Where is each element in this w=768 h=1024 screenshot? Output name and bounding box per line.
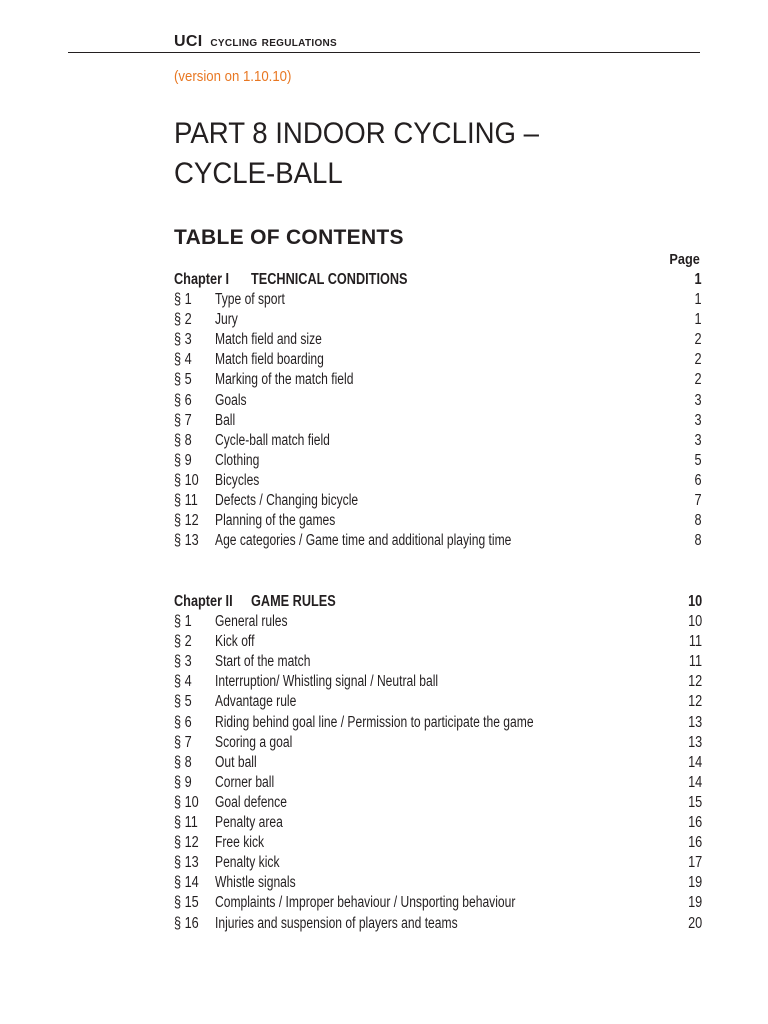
header-rule (68, 52, 700, 53)
section-number: § 7 (174, 411, 192, 429)
section-page: 8 (694, 532, 702, 550)
section-page: 5 (694, 451, 702, 469)
chapter-title: TECHNICAL CONDITIONS (251, 271, 408, 288)
part-title (174, 114, 652, 194)
section-title: Riding behind goal line / Permission to participate the game (215, 713, 534, 731)
toc-entry[interactable] (174, 431, 702, 451)
section-page: 1 (694, 291, 702, 309)
section-title: Advantage rule (215, 693, 297, 711)
toc-entry[interactable] (174, 411, 702, 431)
section-title: Defects / Changing bicycle (215, 492, 359, 510)
toc-entry[interactable] (174, 692, 702, 712)
section-number: § 6 (174, 391, 192, 409)
section-title: Clothing (215, 451, 260, 469)
section-number: § 14 (174, 874, 199, 892)
section-page: 14 (687, 773, 702, 791)
section-page: 12 (687, 673, 702, 691)
section-page: 3 (694, 411, 702, 429)
section-page: 2 (694, 351, 702, 369)
section-number: § 8 (174, 753, 192, 771)
toc-entry[interactable] (174, 310, 702, 330)
toc-entry[interactable] (174, 350, 702, 370)
section-number: § 1 (174, 291, 192, 309)
chapter-title: GAME RULES (251, 593, 336, 610)
chapter-page: 1 (694, 271, 702, 288)
section-number: § 10 (174, 471, 199, 489)
section-page: 12 (687, 693, 702, 711)
section-number: § 3 (174, 653, 192, 671)
section-title: Marking of the match field (215, 371, 354, 389)
section-page: 17 (687, 854, 702, 872)
toc-entry[interactable] (174, 511, 702, 531)
toc-entry[interactable] (174, 853, 702, 873)
section-number: § 9 (174, 773, 192, 791)
section-number: § 1 (174, 613, 192, 631)
toc-entry[interactable] (174, 833, 702, 853)
section-title: Age categories / Game time and additional playing time (215, 532, 512, 550)
section-title: Interruption/ Whistling signal / Neutral ball (215, 673, 439, 691)
toc-entry[interactable] (174, 290, 702, 310)
section-page: 16 (687, 814, 702, 832)
toc-entry[interactable] (174, 672, 702, 692)
section-page: 11 (688, 633, 702, 651)
toc-entry[interactable] (174, 471, 702, 491)
section-number: § 16 (174, 914, 199, 932)
toc-entry[interactable] (174, 391, 702, 411)
section-number: § 13 (174, 532, 199, 550)
section-page: 20 (687, 914, 702, 932)
toc-entry[interactable] (174, 370, 702, 390)
section-page: 15 (687, 793, 702, 811)
section-title: Cycle-ball match field (215, 431, 330, 449)
section-number: § 3 (174, 331, 192, 349)
chapter-heading-row[interactable] (174, 592, 702, 612)
section-number: § 5 (174, 693, 192, 711)
section-title: General rules (215, 613, 288, 631)
section-number: § 4 (174, 351, 192, 369)
section-page: 16 (687, 834, 702, 852)
section-number: § 8 (174, 431, 192, 449)
section-page: 3 (694, 391, 702, 409)
section-page: 3 (694, 431, 702, 449)
section-page: 1 (694, 311, 702, 329)
section-title: Scoring a goal (215, 733, 293, 751)
toc-entry[interactable] (174, 713, 702, 733)
toc-entry[interactable] (174, 632, 702, 652)
section-title: Penalty kick (215, 854, 280, 872)
section-title: Type of sport (215, 291, 285, 309)
section-number: § 7 (174, 733, 192, 751)
section-page: 6 (694, 471, 702, 489)
running-head (174, 33, 337, 51)
toc-entry[interactable] (174, 652, 702, 672)
section-number: § 9 (174, 451, 192, 469)
section-page: 10 (687, 613, 702, 631)
section-page: 19 (687, 894, 702, 912)
document-series-title: cycling regulations (210, 33, 338, 49)
section-page: 19 (687, 874, 702, 892)
section-page: 8 (694, 512, 702, 530)
toc-entry[interactable] (174, 753, 702, 773)
toc-entry[interactable] (174, 612, 702, 632)
toc-entry[interactable] (174, 893, 702, 913)
chapter-label: Chapter I (174, 271, 230, 288)
section-number: § 11 (174, 814, 198, 832)
section-title: Complaints / Improper behaviour / Unsporting behaviour (215, 894, 516, 912)
toc-entry[interactable] (174, 531, 702, 551)
section-title: Whistle signals (215, 874, 296, 892)
section-number: § 10 (174, 793, 199, 811)
section-title: Kick off (215, 633, 255, 651)
section-number: § 2 (174, 633, 192, 651)
section-number: § 2 (174, 311, 192, 329)
section-page: 11 (688, 653, 702, 671)
toc-heading: TABLE OF CONTENTS (174, 226, 404, 249)
section-number: § 13 (174, 854, 199, 872)
toc-entry[interactable] (174, 330, 702, 350)
section-page: 13 (687, 713, 702, 731)
section-title: Goals (215, 391, 247, 409)
section-title: Ball (215, 411, 236, 429)
section-title: Free kick (215, 834, 265, 852)
page-column-label: Page (669, 251, 700, 268)
section-title: Match field and size (215, 331, 322, 349)
section-number: § 15 (174, 894, 199, 912)
org-name: UCI (174, 33, 203, 50)
section-title: Penalty area (215, 814, 283, 832)
section-page: 2 (694, 331, 702, 349)
section-title: Goal defence (215, 793, 287, 811)
chapter-label: Chapter II (174, 593, 233, 610)
section-number: § 12 (174, 512, 199, 530)
section-title: Injuries and suspension of players and teams (215, 914, 458, 932)
part-title-line-2: CYCLE-BALL (174, 157, 343, 190)
toc-chapter-2 (174, 592, 702, 934)
section-title: Out ball (215, 753, 257, 771)
toc-entry[interactable] (174, 813, 702, 833)
toc-entry[interactable] (174, 914, 702, 934)
section-title: Start of the match (215, 653, 311, 671)
section-number: § 5 (174, 371, 192, 389)
toc-entry[interactable] (174, 733, 702, 753)
section-page: 2 (694, 371, 702, 389)
chapter-page: 10 (687, 593, 702, 610)
toc-entry[interactable] (174, 873, 702, 893)
chapter-heading-row[interactable] (174, 270, 702, 290)
section-title: Jury (215, 311, 238, 329)
section-number: § 6 (174, 713, 192, 731)
toc-entry[interactable] (174, 451, 702, 471)
toc-entry[interactable] (174, 793, 702, 813)
section-title: Bicycles (215, 471, 260, 489)
section-number: § 11 (174, 492, 198, 510)
toc-entry[interactable] (174, 491, 702, 511)
toc-chapter-1 (174, 270, 702, 551)
toc-entry[interactable] (174, 773, 702, 793)
section-page: 13 (687, 733, 702, 751)
section-title: Corner ball (215, 773, 275, 791)
part-title-line-1: PART 8 INDOOR CYCLING – (174, 117, 540, 150)
section-title: Planning of the games (215, 512, 336, 530)
section-page: 7 (694, 492, 702, 510)
section-page: 14 (687, 753, 702, 771)
section-number: § 4 (174, 673, 192, 691)
section-title: Match field boarding (215, 351, 324, 369)
section-number: § 12 (174, 834, 199, 852)
version-note: (version on 1.10.10) (174, 68, 292, 85)
